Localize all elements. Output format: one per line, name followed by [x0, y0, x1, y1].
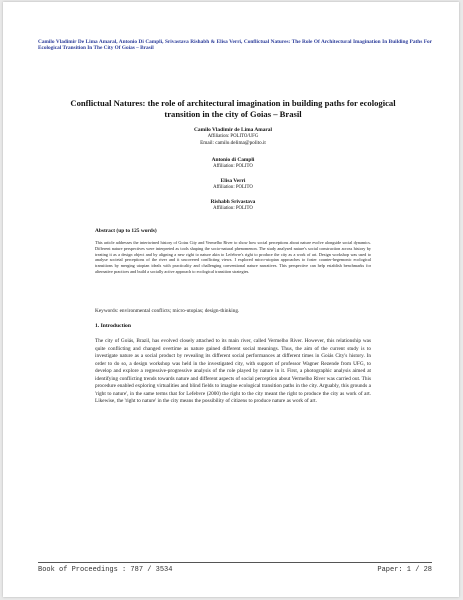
- introduction-text: The city of Goiás, Brazil, has evolved closely attached to its main river, called Vermelho River. However, this relationship was quite conflicting and changed overtime as nature gained different social meanings. Thus, the aim of the current study is to investigate nature as a social product by revealing its different social performances at different times in Goiás City's history. In order to do so, a design workshop was held in the investigated city, with support of professor Wagner Rezende from UFG, to develop and explore a regressive-progressive analysis of the role played by nature in it. First, a photographic analysis aimed at identifying conflicting trends towards nature and different aspects of social perception about Vermelho River was carried out. This procedure enabled exploring virtualities and blind fields to imagine ecological transition paths in the city. Arguably, this grounds a 'right to nature', in the same terms that for Lefebvre (2000) the right to the city meant the right to produce the city as work of art. Likewise, the 'right to nature' in the city means the possibility of citizens to produce nature as work of art.: [95, 338, 371, 405]
- paper-page-number: Paper: 1 / 28: [377, 566, 432, 574]
- author-name: Rishabh Srivastava: [210, 199, 256, 205]
- author-name: Elisa Verri: [220, 178, 246, 184]
- author-affiliation: Affiliation: POLITO: [213, 185, 253, 190]
- book-of-proceedings-page: Book of Proceedings : 787 / 3534: [38, 566, 173, 574]
- paper-page: [3, 2, 459, 597]
- author-name: Camilo Vladimir de Lima Amaral: [194, 127, 272, 133]
- author-email: Email: camilo.delima@polito.it: [200, 140, 266, 146]
- keywords: Keywords: environmental conflicts; micro-utopias; design-thinking.: [95, 308, 240, 314]
- running-header: Camilo Vladimir De Lima Amaral, Antonio Di Campli, Srivastava Rishabh & Elisa Verri, Conflictual Natures: The Role Of Architectural Imagination In Building Paths For Ecological Transition In The City Of Goias – Brasil: [38, 39, 432, 52]
- author-block: [133, 199, 333, 212]
- author-affiliation: Affiliation: POLITO: [213, 206, 253, 211]
- paper-title: Conflictual Natures: the role of architectural imagination in building paths for ecological transition in the city of Goias – Brasil: [70, 98, 396, 119]
- author-name: Antonio di Campli: [211, 157, 255, 163]
- author-affiliation: Affiliation: POLITO: [213, 164, 253, 169]
- author-affiliation: Affiliation: POLITO/UFG: [207, 134, 259, 139]
- author-block: [133, 127, 333, 147]
- abstract-text: This article addresses the intertwined history of Goias City and Vermelho River to show how social perceptions about nature evolve alongside social dynamics. Different nature perspectives were interpreted as tools shaping the socio-natural phenomenon. The study analysed nature's social construction across history by treating it as a design object and by aligning a new right to nature akin to Lefebvre's right to produce the city as a work of art. Design workshop was used to analyse societal perceptions of the river and it uncovered conflicting views. I explored micro-utopian approaches to foster counter-hegemonic ecological transitions by merging utopian ideals with practicality and challenging conventional nature narratives. This perspective can help establish benchmarks for alternative practices and build a socially active approach to ecological transition strategies.: [95, 240, 371, 274]
- footer-divider: [38, 562, 432, 563]
- section-heading: 1. Introduction: [95, 323, 131, 329]
- author-block: [133, 178, 333, 191]
- author-block: [133, 157, 333, 170]
- abstract-heading: Abstract (up to 125 words): [95, 228, 157, 234]
